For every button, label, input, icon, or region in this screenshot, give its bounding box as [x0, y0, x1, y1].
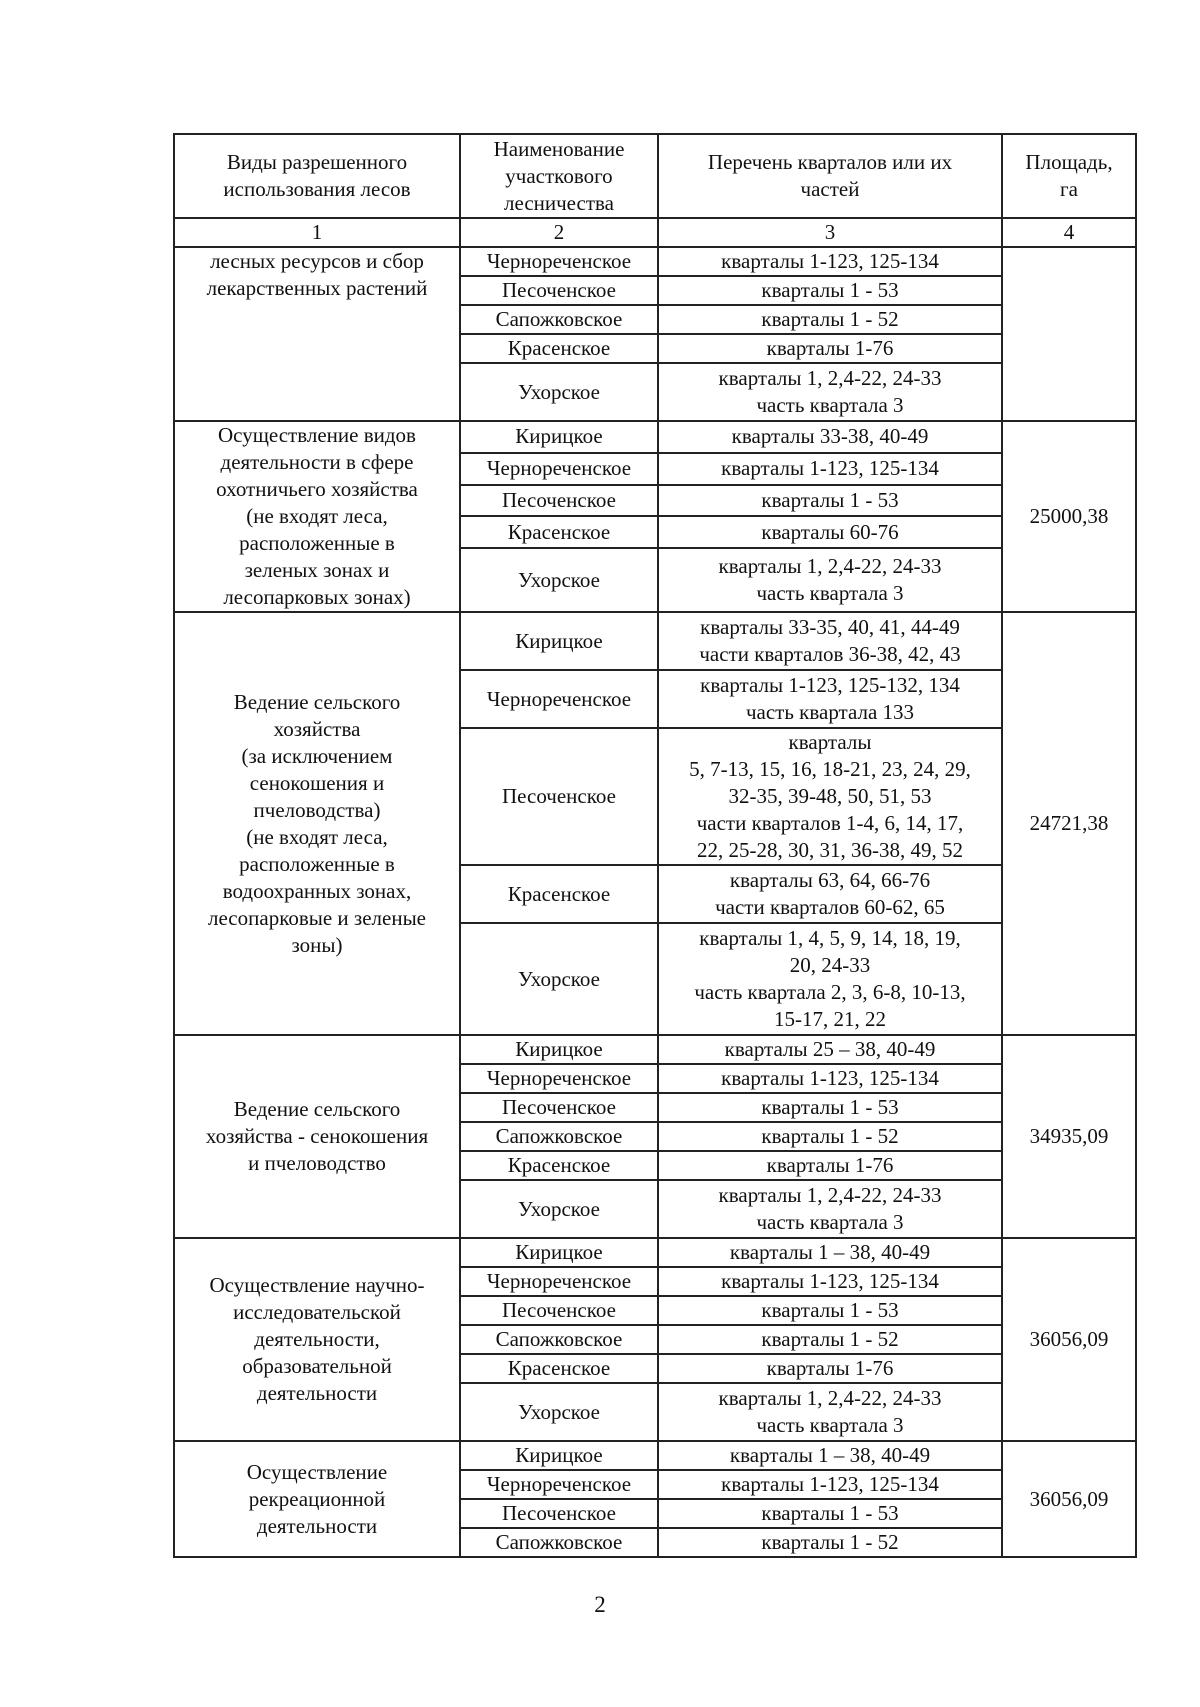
- table-row: [174, 612, 1136, 670]
- quarters-cell: кварталы 1-76: [658, 334, 1002, 363]
- forestry-cell: Ухорское: [460, 1383, 658, 1441]
- forestry-cell: Сапожковское: [460, 305, 658, 334]
- quarters-cell: кварталы 33-38, 40-49: [658, 421, 1002, 453]
- area-cell: 24721,38: [1002, 612, 1136, 1035]
- forestry-cell: Сапожковское: [460, 1325, 658, 1354]
- forestry-cell: Чернореченское: [460, 670, 658, 728]
- quarters-cell: кварталы 1, 2,4-22, 24-33 часть квартала 3: [658, 1180, 1002, 1238]
- quarters-cell: кварталы 1 - 53: [658, 1296, 1002, 1325]
- area-cell: 34935,09: [1002, 1035, 1136, 1238]
- quarters-cell: кварталы 25 – 38, 40-49: [658, 1035, 1002, 1064]
- quarters-cell: кварталы 1, 2,4-22, 24-33 часть квартала 3: [658, 548, 1002, 612]
- forestry-cell: Ухорское: [460, 923, 658, 1035]
- quarters-cell: кварталы 1-76: [658, 1151, 1002, 1180]
- forestry-cell: Чернореченское: [460, 1470, 658, 1499]
- column-number: 3: [658, 218, 1002, 247]
- header-forestry: Наименование участкового лесничества: [460, 134, 658, 218]
- forestry-cell: Ухорское: [460, 363, 658, 421]
- forestry-cell: Песоченское: [460, 276, 658, 305]
- forestry-cell: Песоченское: [460, 1093, 658, 1122]
- quarters-cell: кварталы 1-123, 125-132, 134 часть квартала 133: [658, 670, 1002, 728]
- header-area: Площадь, га: [1002, 134, 1136, 218]
- forestry-cell: Кирицкое: [460, 1441, 658, 1470]
- quarters-cell: кварталы 1 - 52: [658, 1325, 1002, 1354]
- column-number: 2: [460, 218, 658, 247]
- quarters-cell: кварталы 1, 2,4-22, 24-33 часть квартала 3: [658, 1383, 1002, 1441]
- table-row: [174, 247, 1136, 276]
- header-use-type: Виды разрешенного использования лесов: [174, 134, 460, 218]
- use-type-cell: Осуществление научно- исследовательской деятельности, образовательной деятельности: [174, 1238, 460, 1441]
- forestry-cell: Чернореченское: [460, 453, 658, 485]
- quarters-cell: кварталы 63, 64, 66-76 части кварталов 60-62, 65: [658, 865, 1002, 923]
- quarters-cell: кварталы 1-76: [658, 1354, 1002, 1383]
- table-body: [174, 247, 1136, 1557]
- quarters-cell: кварталы 1 – 38, 40-49: [658, 1441, 1002, 1470]
- quarters-cell: кварталы 1-123, 125-134: [658, 247, 1002, 276]
- forestry-cell: Чернореченское: [460, 1064, 658, 1093]
- table-row: [174, 1238, 1136, 1267]
- forestry-cell: Чернореченское: [460, 247, 658, 276]
- forestry-cell: Ухорское: [460, 1180, 658, 1238]
- quarters-cell: кварталы 60-76: [658, 516, 1002, 548]
- table-row: [174, 1035, 1136, 1064]
- forestry-cell: Сапожковское: [460, 1528, 658, 1557]
- quarters-cell: кварталы 1 - 52: [658, 1528, 1002, 1557]
- header-row: [174, 134, 1136, 218]
- page-number: 2: [594, 1592, 606, 1617]
- quarters-cell: кварталы 1 - 53: [658, 1093, 1002, 1122]
- quarters-cell: кварталы 1 - 53: [658, 1499, 1002, 1528]
- forestry-cell: Красенское: [460, 865, 658, 923]
- forestry-cell: Красенское: [460, 1354, 658, 1383]
- table-row: [174, 421, 1136, 453]
- quarters-cell: кварталы 1 - 53: [658, 276, 1002, 305]
- use-type-cell: Ведение сельского хозяйства - сенокошения и пчеловодство: [174, 1035, 460, 1238]
- quarters-cell: кварталы 5, 7-13, 15, 16, 18-21, 23, 24, 29, 32-35, 39-48, 50, 51, 53 части кварталов 1-4, 6, 14, 17, 22, 25-28, 30, 31, 36-38, 49, 52: [658, 728, 1002, 865]
- quarters-cell: кварталы 1 – 38, 40-49: [658, 1238, 1002, 1267]
- quarters-cell: кварталы 1-123, 125-134: [658, 1470, 1002, 1499]
- quarters-cell: кварталы 1-123, 125-134: [658, 1064, 1002, 1093]
- quarters-cell: кварталы 1-123, 125-134: [658, 1267, 1002, 1296]
- forestry-cell: Песоченское: [460, 728, 658, 865]
- use-type-cell: лесных ресурсов и сбор лекарственных растений: [174, 247, 460, 421]
- area-cell: [1002, 247, 1136, 421]
- forestry-cell: Кирицкое: [460, 1238, 658, 1267]
- quarters-cell: кварталы 1, 4, 5, 9, 14, 18, 19, 20, 24-33 часть квартала 2, 3, 6-8, 10-13, 15-17, 21, 22: [658, 923, 1002, 1035]
- forestry-cell: Песоченское: [460, 485, 658, 517]
- area-cell: 25000,38: [1002, 421, 1136, 612]
- use-type-cell: Осуществление видов деятельности в сфере охотничьего хозяйства (не входят леса, расположенные в зеленых зонах и лесопарковых зонах): [174, 421, 460, 612]
- forestry-cell: Песоченское: [460, 1499, 658, 1528]
- quarters-cell: кварталы 1 - 52: [658, 305, 1002, 334]
- column-number-row: [174, 218, 1136, 247]
- forestry-cell: Сапожковское: [460, 1122, 658, 1151]
- area-cell: 36056,09: [1002, 1441, 1136, 1557]
- quarters-cell: кварталы 33-35, 40, 41, 44-49 части кварталов 36-38, 42, 43: [658, 612, 1002, 670]
- quarters-cell: кварталы 1 - 52: [658, 1122, 1002, 1151]
- forestry-cell: Песоченское: [460, 1296, 658, 1325]
- forestry-cell: Чернореченское: [460, 1267, 658, 1296]
- quarters-cell: кварталы 1 - 53: [658, 485, 1002, 517]
- forestry-cell: Кирицкое: [460, 1035, 658, 1064]
- forestry-cell: Красенское: [460, 334, 658, 363]
- use-type-cell: Осуществление рекреационной деятельности: [174, 1441, 460, 1557]
- forestry-cell: Кирицкое: [460, 421, 658, 453]
- forestry-cell: Ухорское: [460, 548, 658, 612]
- column-number: 4: [1002, 218, 1136, 247]
- column-number: 1: [174, 218, 460, 247]
- forest-use-table: [173, 133, 1137, 1558]
- forestry-cell: Кирицкое: [460, 612, 658, 670]
- area-cell: 36056,09: [1002, 1238, 1136, 1441]
- forestry-cell: Красенское: [460, 1151, 658, 1180]
- forestry-cell: Красенское: [460, 516, 658, 548]
- header-quarters: Перечень кварталов или их частей: [658, 134, 1002, 218]
- quarters-cell: кварталы 1-123, 125-134: [658, 453, 1002, 485]
- quarters-cell: кварталы 1, 2,4-22, 24-33 часть квартала 3: [658, 363, 1002, 421]
- table-row: [174, 1441, 1136, 1470]
- use-type-cell: Ведение сельского хозяйства (за исключением сенокошения и пчеловодства) (не входят леса, расположенные в водоохранных зонах, лесопарковые и зеленые зоны): [174, 612, 460, 1035]
